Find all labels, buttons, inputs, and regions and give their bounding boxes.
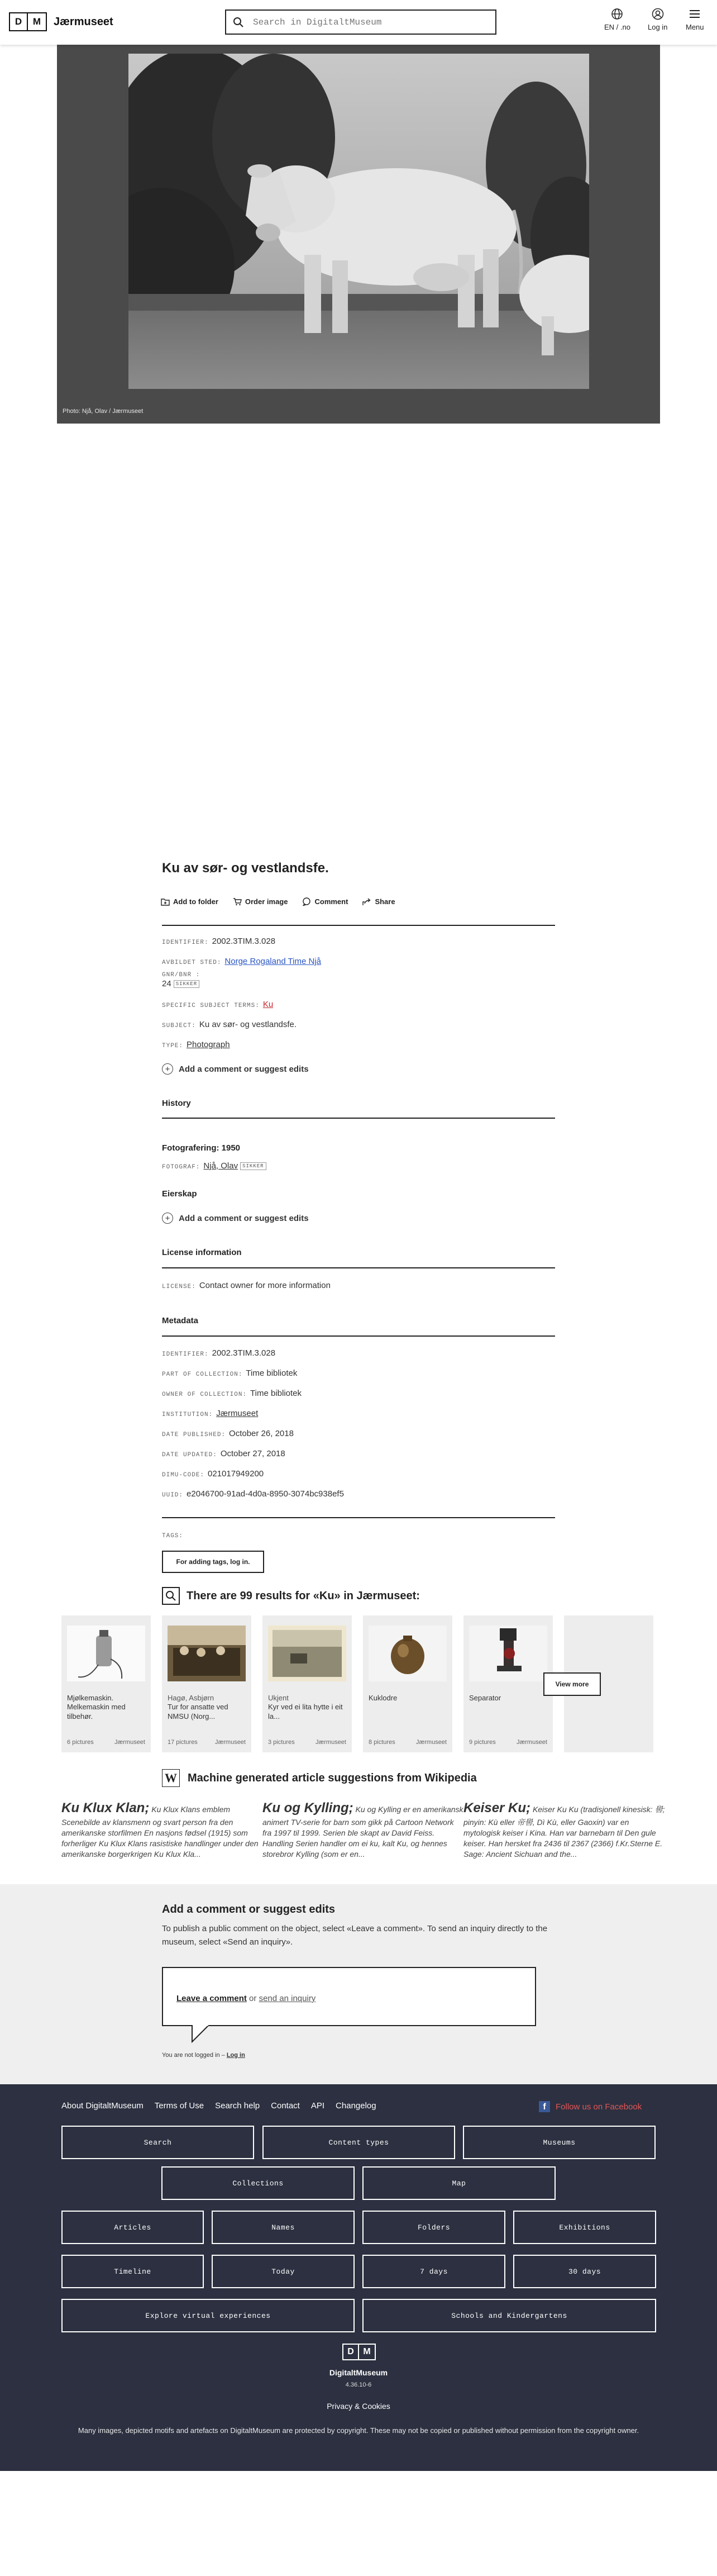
language-button[interactable] (604, 8, 630, 31)
owner-of-collection-row (162, 1389, 302, 1398)
divider (162, 925, 555, 926)
result-picture-count: 8 pictures (369, 1739, 395, 1746)
leave-comment-link[interactable]: Leave a comment (176, 1994, 247, 2003)
add-to-folder-button[interactable] (161, 897, 218, 906)
order-image-label: Order image (245, 897, 288, 906)
send-inquiry-link[interactable]: send an inquiry (259, 1994, 316, 2003)
comment-section (0, 1884, 717, 2084)
type-link[interactable]: Photograph (187, 1040, 230, 1049)
wikipedia-article[interactable] (262, 1799, 465, 1859)
gnr-label: GNR/BNR : (162, 972, 200, 978)
meta-identifier-value: 2002.3TIM.3.028 (212, 1348, 276, 1358)
photo-credit: Photo: Njå, Olav / Jærmuseet (63, 408, 144, 415)
footer-schools-button[interactable]: Schools and Kindergartens (362, 2299, 656, 2332)
owner-label: OWNER OF COLLECTION: (162, 1391, 247, 1398)
footer-today-button[interactable]: Today (212, 2255, 355, 2288)
copyright-notice: Many images, depicted motifs and artefacts on DigitaltMuseum are protected by copyright. These may not be copied or published without permission from the copyright owner. (78, 2426, 639, 2435)
divider (162, 1267, 555, 1268)
logo-letter-m: M (359, 2344, 376, 2360)
photographer-row (162, 1161, 266, 1171)
order-image-button[interactable] (233, 897, 288, 906)
specific-label: SPECIFIC SUBJECT TERMS: (162, 1002, 260, 1009)
part-label: PART OF COLLECTION: (162, 1371, 243, 1378)
menu-button[interactable] (686, 8, 704, 31)
dimu-label: DIMU-CODE: (162, 1472, 205, 1479)
footer-link-search-help[interactable]: Search help (215, 2101, 260, 2111)
result-text (469, 1694, 547, 1703)
event-heading: Fotografering: 1950 (162, 1143, 241, 1153)
logo-letter-d: D (9, 12, 28, 31)
footer-folders-button[interactable]: Folders (362, 2211, 505, 2244)
part-value: Time bibliotek (246, 1368, 298, 1378)
comment-heading: Add a comment or suggest edits (162, 1903, 336, 1916)
part-of-collection-row (162, 1368, 297, 1378)
footer-logo[interactable] (342, 2344, 376, 2360)
license-label: LICENSE: (162, 1284, 196, 1290)
facebook-label: Follow us on Facebook (556, 2102, 642, 2112)
wikipedia-heading (162, 1769, 477, 1787)
page-title: Ku av sør- og vestlandsfe. (162, 861, 329, 876)
gnr-value-row (162, 979, 199, 988)
result-museum: Jærmuseet (315, 1739, 346, 1746)
wikipedia-heading-text: Machine generated article suggestions from Wikipedia (188, 1771, 477, 1784)
dimu-value: 021017949200 (208, 1469, 264, 1479)
wikipedia-article[interactable] (61, 1799, 264, 1859)
share-icon (362, 898, 371, 906)
type-label: TYPE: (162, 1043, 184, 1049)
result-title: Kuklodre (369, 1694, 398, 1702)
site-name: Jærmuseet (54, 15, 113, 28)
footer-virtual-experiences-button[interactable]: Explore virtual experiences (61, 2299, 355, 2332)
result-thumbnail (469, 1626, 547, 1681)
results-heading-text: There are 99 results for «Ku» in Jærmuseet: (187, 1589, 420, 1602)
result-card[interactable] (61, 1615, 151, 1752)
certainty-tag: SIKKER (240, 1162, 266, 1170)
globe-icon (611, 8, 623, 20)
footer-link-changelog[interactable]: Changelog (336, 2101, 376, 2111)
comment-label: Comment (314, 897, 348, 906)
article-excerpt: Ku Klux Klans emblem Scenebilde av klansmenn og svart person fra den amerikanske storfilmen En nasjons fødsel (1915) som forherliger Ku Klux Klans rasistiske handlinger under den amerikanske borgerkrigen Ku Klux Kla... (61, 1805, 259, 1859)
site-footer (0, 2084, 717, 2471)
language-label: EN / .no (604, 23, 630, 31)
result-thumbnail (67, 1626, 145, 1681)
result-text (67, 1694, 145, 1721)
identifier-row (162, 937, 275, 946)
license-value: Contact owner for more information (199, 1281, 331, 1290)
subject-value: Ku av sør- og vestlandsfe. (199, 1020, 297, 1029)
institution-link[interactable]: Jærmuseet (216, 1409, 259, 1418)
site-logo[interactable] (9, 12, 113, 31)
result-subtitle: Hagø, Asbjørn (168, 1694, 214, 1702)
logo-letter-m: M (28, 12, 47, 31)
share-label: Share (375, 897, 395, 906)
result-picture-count: 6 pictures (67, 1739, 94, 1746)
plus-circle-icon: + (162, 1213, 173, 1224)
search-box[interactable] (225, 9, 496, 35)
identifier-value: 2002.3TIM.3.028 (212, 937, 276, 946)
footer-names-button[interactable]: Names (212, 2211, 355, 2244)
gnr-label-row (162, 969, 203, 978)
cart-icon (233, 898, 242, 906)
footer-site-name: DigitaltMuseum (329, 2368, 388, 2377)
type-row (162, 1040, 230, 1049)
page-bottom (0, 2471, 717, 2576)
footer-link-about[interactable]: About DigitaltMuseum (61, 2101, 144, 2111)
ownership-heading: Eierskap (162, 1189, 197, 1199)
result-thumbnail (369, 1626, 447, 1681)
footer-version: 4.36.10-6 (345, 2382, 372, 2388)
updated-label: DATE UPDATED: (162, 1452, 217, 1458)
result-museum: Jærmuseet (114, 1739, 145, 1746)
wikipedia-icon: W (162, 1769, 180, 1787)
result-text (369, 1694, 447, 1703)
metadata-heading: Metadata (162, 1316, 199, 1325)
result-title: Kyr ved ei lita hytte i eit la... (268, 1703, 343, 1720)
cow-photo-illustration (128, 54, 589, 389)
published-value: October 26, 2018 (229, 1429, 294, 1438)
footer-collections-button[interactable]: Collections (161, 2166, 355, 2200)
footer-search-button[interactable]: Search (61, 2126, 254, 2159)
view-more-button[interactable]: View more (543, 1672, 601, 1696)
comment-button[interactable] (302, 897, 348, 906)
updated-value: October 27, 2018 (220, 1449, 285, 1458)
footer-link-api[interactable]: API (310, 2101, 325, 2111)
result-title: Separator (469, 1694, 501, 1702)
folder-plus-icon (161, 898, 170, 906)
add-to-folder-label: Add to folder (173, 897, 218, 906)
plus-circle-icon: + (162, 1063, 173, 1075)
footer-articles-button[interactable]: Articles (61, 2211, 204, 2244)
specific-subject-link[interactable]: Ku (262, 1000, 274, 1009)
published-label: DATE PUBLISHED: (162, 1432, 226, 1438)
tags-label: TAGS: (162, 1533, 184, 1539)
gnr-value: 24 (162, 979, 171, 988)
add-comment-link-history[interactable] (162, 1213, 309, 1224)
privacy-link[interactable]: Privacy & Cookies (327, 2402, 390, 2411)
result-museum: Jærmuseet (516, 1739, 547, 1746)
footer-links (61, 2101, 376, 2111)
result-museum: Jærmuseet (214, 1739, 246, 1746)
result-picture-count: 9 pictures (469, 1739, 496, 1746)
login-label: Log in (648, 23, 668, 31)
login-notice (162, 2052, 245, 2059)
depicted-label: AVBILDET STED: (162, 959, 222, 966)
or-text: or (246, 1994, 259, 2003)
menu-label: Menu (686, 23, 704, 31)
footer-museums-button[interactable]: Museums (463, 2126, 656, 2159)
site-header (0, 0, 717, 45)
action-bar (161, 897, 395, 906)
certainty-tag: SIKKER (174, 980, 199, 988)
institution-row (162, 1409, 258, 1418)
result-card[interactable] (463, 1615, 553, 1752)
result-thumbnail (168, 1626, 246, 1681)
search-icon (233, 17, 244, 28)
add-comment-link[interactable] (162, 1063, 309, 1075)
footer-map-button[interactable]: Map (362, 2166, 556, 2200)
article-excerpt: Keiser Ku Ku (tradisjonell kinesisk: 嚳; pinyin: Kù eller 帝嚳, Dì Kù, eller Gaoxin) var en mytologisk keiser i Kina. Han var barnebarn til Den gule keiser. Han hersket fra 2436 til 2367 (2366) f.Kr.Sterne E. Sage: Ancient Sichuan and the... (463, 1805, 665, 1859)
footer-link-terms[interactable]: Terms of Use (154, 2101, 204, 2111)
photographer-link[interactable]: Njå, Olav (203, 1161, 238, 1171)
identifier-label: IDENTIFIER: (162, 939, 209, 946)
divider (162, 1118, 555, 1119)
article-excerpt: Ku og Kylling er en amerikansk animert TV-serie for barn som gikk på Cartoon Network fra 1997 til 1999. Serien ble skapt av David Feiss. Handling Serien handler om ei ku, kalt Ku, og hennes storebror Kylling (som er en... (262, 1805, 463, 1859)
uuid-row (162, 1489, 344, 1499)
add-comment-label: Add a comment or suggest edits (179, 1213, 309, 1223)
result-card[interactable] (363, 1615, 452, 1752)
footer-timeline-button[interactable]: Timeline (61, 2255, 204, 2288)
result-card[interactable] (262, 1615, 352, 1752)
result-title: Tur for ansatte ved NMSU (Norg... (168, 1703, 228, 1720)
dimu-code-row (162, 1469, 264, 1479)
logo-letter-d: D (342, 2344, 359, 2360)
depicted-place-link[interactable]: Norge Rogaland Time Njå (224, 957, 322, 966)
result-title: Mjølkemaskin. Melkemaskin med tilbehør. (67, 1694, 126, 1720)
login-button[interactable] (648, 8, 667, 31)
search-input[interactable] (253, 16, 487, 28)
depicted-place-row (162, 957, 321, 966)
subject-label: SUBJECT: (162, 1023, 196, 1029)
photographer-label: FOTOGRAF: (162, 1164, 200, 1171)
institution-label: INSTITUTION: (162, 1411, 213, 1418)
footer-7-days-button[interactable]: 7 days (362, 2255, 505, 2288)
result-picture-count: 3 pictures (268, 1739, 295, 1746)
add-comment-label: Add a comment or suggest edits (179, 1064, 309, 1074)
results-heading (162, 1587, 420, 1605)
article-title: Keiser Ku; (463, 1800, 531, 1815)
footer-content-types-button[interactable]: Content types (262, 2126, 455, 2159)
history-heading: History (162, 1099, 191, 1108)
not-logged-text: You are not logged in – (162, 2052, 227, 2059)
facebook-icon: f (539, 2101, 550, 2112)
result-museum: Jærmuseet (415, 1739, 447, 1746)
user-icon (652, 8, 664, 20)
license-heading: License information (162, 1248, 242, 1257)
login-for-tags-button[interactable]: For adding tags, log in. (162, 1551, 264, 1573)
hero-section (0, 45, 717, 424)
divider (162, 1517, 555, 1518)
article-title: Ku og Kylling; (262, 1800, 353, 1815)
date-updated-row (162, 1449, 285, 1458)
tags-row (162, 1530, 187, 1539)
login-link[interactable]: Log in (226, 2052, 245, 2059)
footer-link-contact[interactable]: Contact (271, 2101, 300, 2111)
share-button[interactable] (362, 897, 395, 906)
subject-row (162, 1020, 297, 1029)
comment-options (176, 1994, 316, 2003)
search-icon (162, 1587, 180, 1605)
owner-value: Time bibliotek (250, 1389, 302, 1398)
divider (162, 1335, 555, 1337)
specific-subject-row (162, 1000, 273, 1009)
comment-icon (302, 897, 311, 906)
main-photo[interactable] (128, 54, 589, 389)
article-title: Ku Klux Klan; (61, 1800, 150, 1815)
result-text (268, 1694, 346, 1721)
footer-30-days-button[interactable]: 30 days (513, 2255, 656, 2288)
hamburger-icon (689, 8, 701, 20)
wikipedia-article[interactable] (463, 1799, 666, 1859)
facebook-link[interactable] (539, 2101, 642, 2112)
uuid-value: e2046700-91ad-4d0a-8950-3074bc938ef5 (187, 1489, 344, 1499)
comment-instructions: To publish a public comment on the object, select «Leave a comment». To send an inquiry directly to the museum, select «Send an inquiry». (162, 1924, 548, 1947)
comment-bubble (162, 1967, 536, 2026)
license-row (162, 1281, 331, 1290)
result-subtitle: Ukjent (268, 1694, 289, 1702)
meta-identifier-label: IDENTIFIER: (162, 1351, 209, 1358)
result-card[interactable] (162, 1615, 251, 1752)
result-picture-count: 17 pictures (168, 1739, 198, 1746)
uuid-label: UUID: (162, 1492, 184, 1499)
meta-identifier-row (162, 1348, 275, 1358)
result-thumbnail (268, 1626, 346, 1681)
bubble-tail (191, 2025, 224, 2043)
result-text (168, 1694, 246, 1721)
footer-exhibitions-button[interactable]: Exhibitions (513, 2211, 656, 2244)
date-published-row (162, 1429, 294, 1438)
